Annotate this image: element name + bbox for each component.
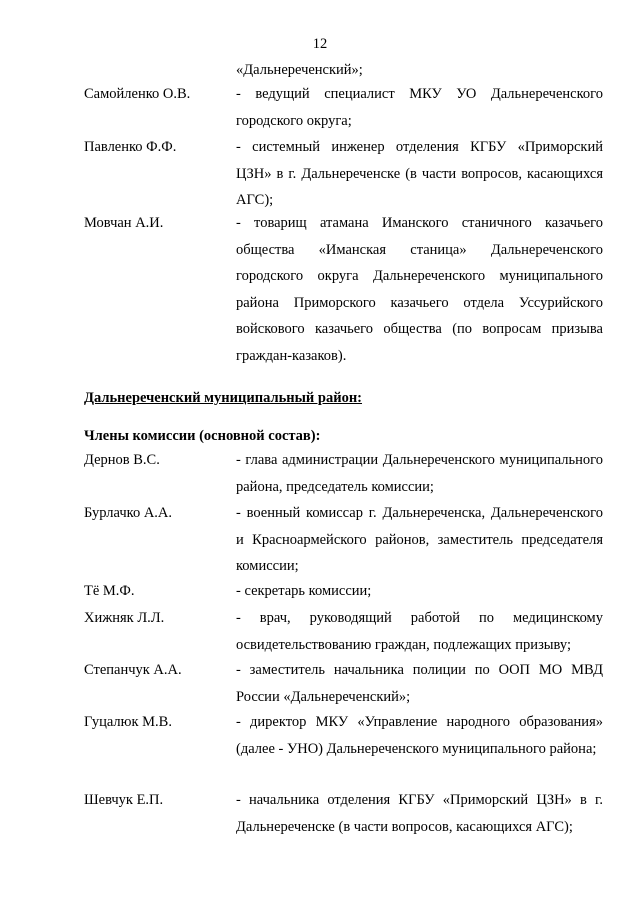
section-title: Дальнереченский муниципальный район:	[84, 390, 363, 406]
member-description: - системный инженер отделения КГБУ «Приморский ЦЗН» в г. Дальнереченске (в части вопросов, касающихся АГС);	[236, 139, 603, 208]
member-name: Шевчук Е.П.	[84, 792, 164, 808]
member-description: - глава администрации Дальнереченского муниципального района, председатель комиссии;	[236, 452, 603, 495]
member-name: Степанчук А.А.	[84, 662, 182, 678]
member-name: Бурлачко А.А.	[84, 505, 173, 521]
member-description: - ведущий специалист МКУ УО Дальнереченского городского округа;	[236, 86, 603, 129]
member-description: - военный комиссар г. Дальнереченска, Дальнереченского и Красноармейского районов, заместитель председателя комиссии;	[236, 505, 603, 574]
member-description: - секретарь комиссии;	[236, 583, 372, 599]
member-description: - врач, руководящий работой по медицинскому освидетельствованию граждан, подлежащих призыву;	[236, 610, 603, 653]
member-name: Хижняк Л.Л.	[84, 610, 165, 626]
member-description: - товарищ атамана Иманского станичного казачьего общества «Иманская станица» Дальнереченского городского округа Дальнереченского муниципального района Приморского казачьего отдела Уссурийского войскового казачьего общества (по вопросам призыва граждан-казаков).	[236, 215, 603, 364]
member-name: Дернов В.С.	[84, 452, 160, 468]
continuation-line: «Дальнереченский»;	[236, 62, 363, 78]
member-description: - начальника отделения КГБУ «Приморский ЦЗН» в г. Дальнереченске (в части вопросов, касающихся АГС);	[236, 792, 603, 835]
member-name: Тё М.Ф.	[84, 583, 135, 599]
member-name: Павленко Ф.Ф.	[84, 139, 177, 155]
member-description: - директор МКУ «Управление народного образования» (далее - УНО) Дальнереченского муниципального района;	[236, 714, 603, 757]
section-subtitle: Члены комиссии (основной состав):	[84, 428, 321, 444]
member-description: - заместитель начальника полиции по ООП МО МВД России «Дальнереченский»;	[236, 662, 603, 705]
member-name: Мовчан А.И.	[84, 215, 164, 231]
page-number: 12	[312, 36, 328, 52]
member-name: Гуцалюк М.В.	[84, 714, 172, 730]
member-name: Самойленко О.В.	[84, 86, 191, 102]
